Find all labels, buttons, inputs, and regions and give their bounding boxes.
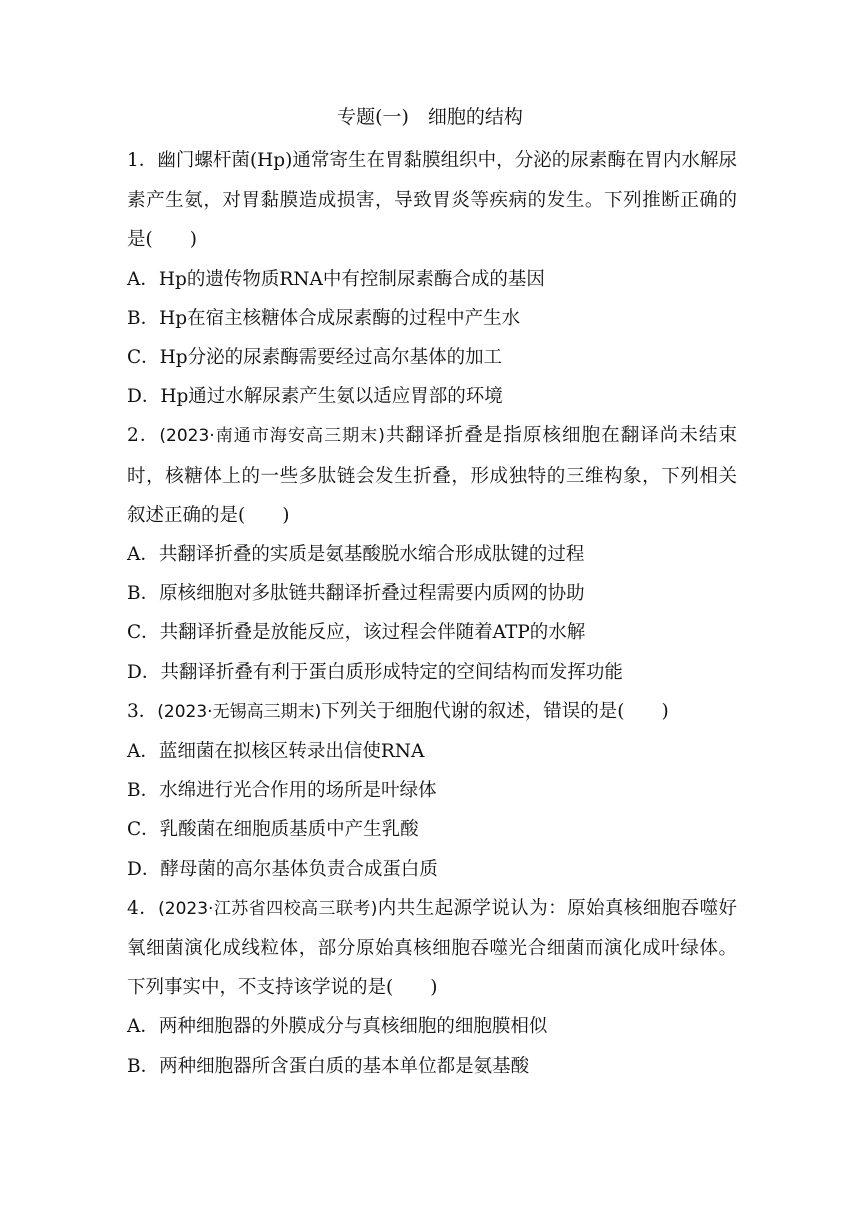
option-d: D．Hp通过水解尿素产生氨以适应胃部的环境 <box>127 386 503 408</box>
option-a: A．共翻译折叠的实质是氨基酸脱水缩合形成肽键的过程 <box>127 544 585 566</box>
question-stem <box>127 416 737 535</box>
question-text: 内共生起源学说认为：原始真核细胞吞噬好氧细菌演化成线粒体，部分原始真核细胞吞噬光合细菌而演化成叶绿体。下列事实中，不支持该学说的是( ) <box>127 897 737 999</box>
option-a: A．Hp的遗传物质RNA中有控制尿素酶合成的基因 <box>127 268 545 290</box>
question-source: (2023·江苏省四校高三联考) <box>158 898 378 919</box>
question-stem <box>127 889 737 1008</box>
question-text: 下列关于细胞代谢的叙述，错误的是( ) <box>321 700 669 722</box>
question-2 <box>127 416 737 691</box>
option-a: A．蓝细菌在拟核区转录出信使RNA <box>127 741 425 763</box>
option-c: C．Hp分泌的尿素酶需要经过高尔基体的加工 <box>127 347 503 369</box>
question-source: (2023·南通市海安高三期末) <box>159 426 385 447</box>
option-b: B．原核细胞对多肽链共翻译折叠过程需要内质网的协助 <box>127 583 585 605</box>
question-text: 幽门螺杆菌(Hp)通常寄生在胃黏膜组织中，分泌的尿素酶在胃内水解尿素产生氨，对胃黏膜造成损害，导致胃炎等疾病的发生。下列推断正确的是( ) <box>127 150 737 251</box>
option-c: C．乳酸菌在细胞质基质中产生乳酸 <box>127 819 419 841</box>
question-text: 共翻译折叠是指原核细胞在翻译尚未结束时，核糖体上的一些多肽链会发生折叠，形成独特的三维构象，下列相关叙述正确的是( ) <box>127 425 737 526</box>
question-number: 2． <box>127 425 160 447</box>
option-b: B．两种细胞器所含蛋白质的基本单位都是氨基酸 <box>127 1055 530 1077</box>
question-number: 4． <box>127 897 159 919</box>
document-title: 专题(一) 细胞的结构 <box>337 106 523 128</box>
question-source: (2023·无锡高三期末) <box>157 701 322 722</box>
question-3 <box>127 692 737 889</box>
option-d: D．共翻译折叠有利于蛋白质形成特定的空间结构而发挥功能 <box>127 661 623 683</box>
option-c: C．共翻译折叠是放能反应，该过程会伴随着ATP的水解 <box>127 622 586 644</box>
option-b: B．Hp在宿主核糖体合成尿素酶的过程中产生水 <box>127 307 521 329</box>
question-4 <box>127 889 737 1086</box>
option-b: B．水绵进行光合作用的场所是叶绿体 <box>127 780 437 802</box>
question-number: 1． <box>127 150 158 171</box>
question-1 <box>127 141 737 416</box>
question-list <box>127 141 737 1086</box>
question-number: 3． <box>127 700 158 722</box>
question-stem <box>127 141 737 260</box>
question-stem <box>127 692 737 732</box>
option-a: A．两种细胞器的外膜成分与真核细胞的细胞膜相似 <box>127 1016 548 1038</box>
option-d: D．酵母菌的高尔基体负责合成蛋白质 <box>127 858 438 880</box>
